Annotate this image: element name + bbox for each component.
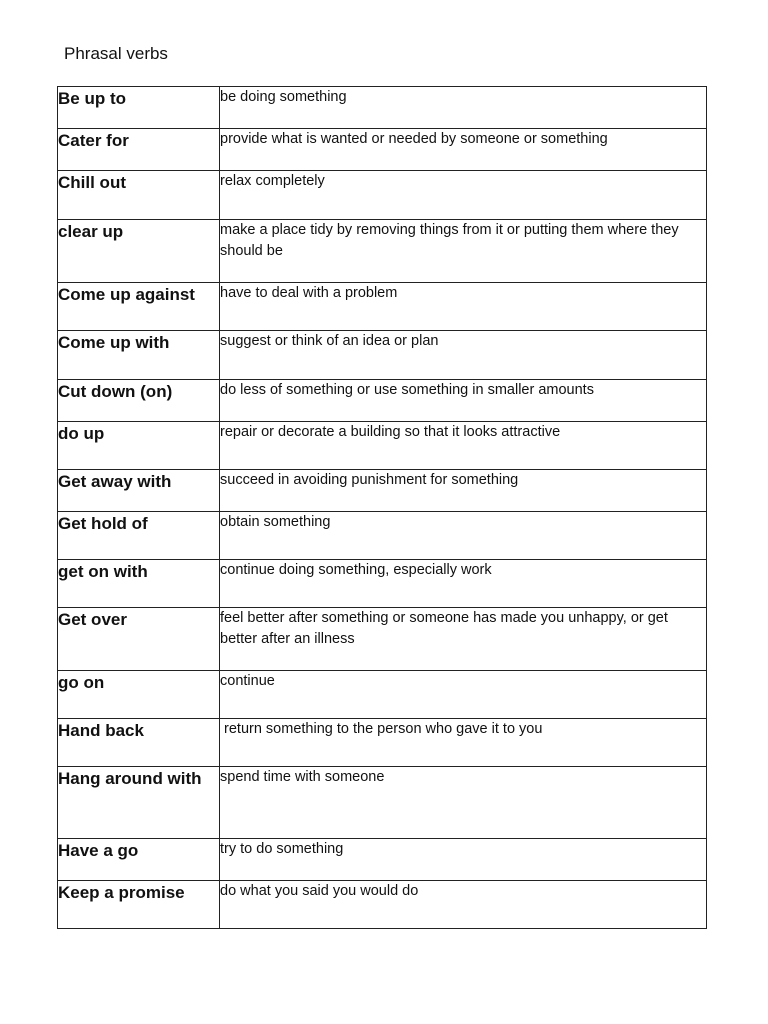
table-row [58, 719, 707, 767]
definition-cell [220, 422, 707, 470]
table-row [58, 470, 707, 512]
term-cell [58, 881, 220, 929]
term-cell [58, 129, 220, 171]
table-row [58, 129, 707, 171]
term-cell [58, 512, 220, 560]
term-cell [58, 331, 220, 380]
term-text: get on with [58, 562, 148, 581]
table-row [58, 331, 707, 380]
table-row [58, 767, 707, 839]
table-row [58, 512, 707, 560]
term-cell [58, 220, 220, 283]
definition-cell [220, 767, 707, 839]
definition-cell [220, 380, 707, 422]
table-row [58, 380, 707, 422]
table-row [58, 171, 707, 220]
table-row [58, 839, 707, 881]
term-cell [58, 171, 220, 220]
table-row [58, 881, 707, 929]
term-text: do up [58, 424, 105, 443]
table-row [58, 422, 707, 470]
term-text: Get over [58, 610, 127, 629]
page-title: Phrasal verbs [64, 44, 168, 63]
definition-text: continue [220, 673, 275, 689]
term-text: Hand back [58, 721, 144, 740]
definition-text: do what you said you would do [220, 883, 419, 899]
term-cell [58, 380, 220, 422]
definition-text: have to deal with a problem [220, 285, 398, 301]
term-cell [58, 767, 220, 839]
definition-cell [220, 331, 707, 380]
definition-text: repair or decorate a building so that it looks attractive [220, 424, 561, 440]
term-text: Get hold of [58, 514, 148, 533]
term-text: Come up with [58, 333, 170, 352]
definition-cell [220, 220, 707, 283]
term-text: Cater for [58, 131, 129, 150]
definition-text: succeed in avoiding punishment for something [220, 472, 519, 488]
term-cell [58, 470, 220, 512]
definition-cell [220, 470, 707, 512]
definition-text: relax completely [220, 173, 325, 189]
table-body [58, 87, 707, 929]
definition-text: do less of something or use something in smaller amounts [220, 382, 594, 398]
term-cell [58, 422, 220, 470]
term-text: Be up to [58, 89, 126, 108]
definition-cell [220, 560, 707, 608]
definition-cell [220, 283, 707, 331]
table-row [58, 671, 707, 719]
term-text: clear up [58, 222, 124, 241]
term-cell [58, 560, 220, 608]
term-text: Chill out [58, 173, 126, 192]
term-cell [58, 87, 220, 129]
definition-text: continue doing something, especially work [220, 562, 492, 578]
definition-cell [220, 608, 707, 671]
definition-text: be doing something [220, 89, 347, 105]
term-cell [58, 608, 220, 671]
term-text: Cut down (on) [58, 382, 173, 401]
definition-cell [220, 839, 707, 881]
definition-cell [220, 512, 707, 560]
term-cell [58, 839, 220, 881]
definition-text: try to do something [220, 841, 344, 857]
table-row [58, 87, 707, 129]
definition-text: spend time with someone [220, 769, 385, 785]
definition-cell [220, 719, 707, 767]
term-text: go on [58, 673, 105, 692]
term-text: Come up against [58, 285, 195, 304]
definition-text: provide what is wanted or needed by someone or something [220, 131, 608, 147]
term-text: Hang around with [58, 769, 202, 788]
term-cell [58, 671, 220, 719]
term-text: Keep a promise [58, 883, 185, 902]
definition-cell [220, 671, 707, 719]
definition-text: make a place tidy by removing things from it or putting them where they should be [220, 222, 679, 259]
definition-cell [220, 171, 707, 220]
term-text: Get away with [58, 472, 172, 491]
term-cell [58, 283, 220, 331]
definition-cell [220, 881, 707, 929]
term-text: Have a go [58, 841, 139, 860]
table-row [58, 220, 707, 283]
definition-text: suggest or think of an idea or plan [220, 333, 439, 349]
table-row [58, 560, 707, 608]
table-row [58, 608, 707, 671]
term-cell [58, 719, 220, 767]
table-row [58, 283, 707, 331]
definition-cell [220, 129, 707, 171]
definition-text: feel better after something or someone has made you unhappy, or get better after an illness [220, 610, 668, 647]
definition-text: return something to the person who gave it to you [220, 721, 543, 737]
definition-cell [220, 87, 707, 129]
phrasal-verbs-table [57, 86, 707, 929]
definition-text: obtain something [220, 514, 331, 530]
